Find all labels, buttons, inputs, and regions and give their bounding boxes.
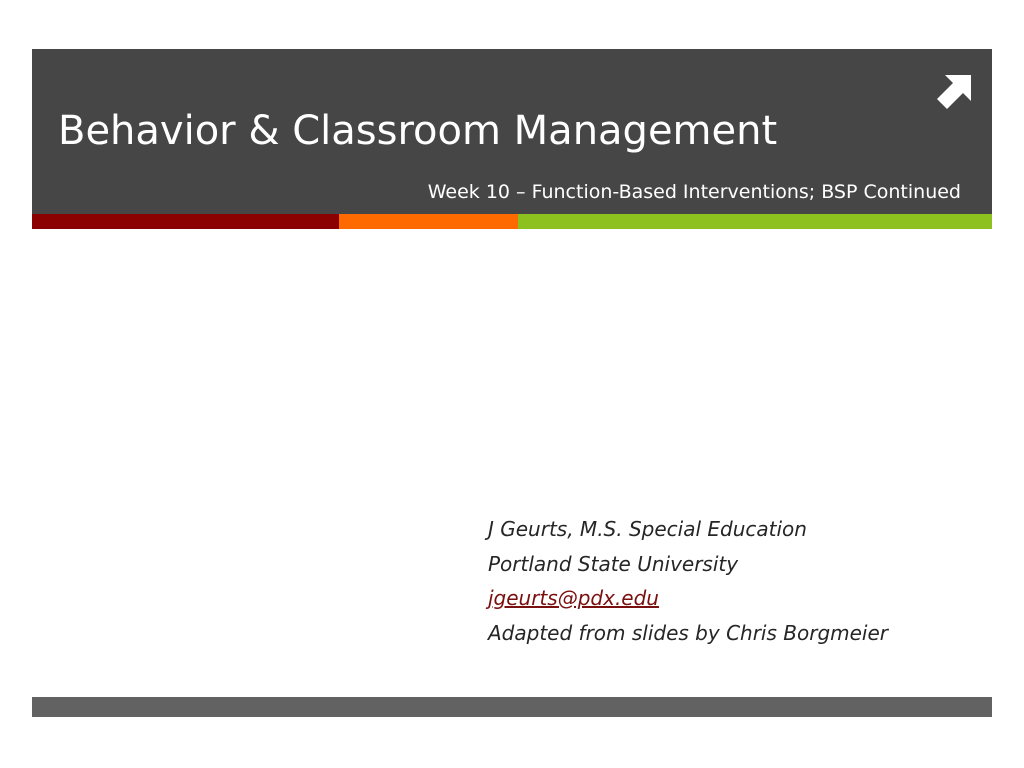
accent-color-band — [32, 214, 992, 229]
accent-band-green — [518, 214, 992, 229]
presenter-institution: Portland State University — [488, 551, 739, 576]
presenter-info — [488, 512, 988, 650]
footer-bar — [32, 697, 992, 717]
presenter-name: J Geurts, M.S. Special Education — [488, 517, 807, 541]
slide-title: Behavior & Classroom Management — [58, 108, 778, 154]
slides-credit: Adapted from slides by Chris Borgmeier — [488, 620, 889, 645]
accent-band-orange — [339, 214, 518, 229]
slide-subtitle: Week 10 – Function-Based Interventions; BSP Continued — [427, 181, 961, 203]
arrow-up-right-icon — [935, 71, 975, 111]
presenter-email-link[interactable]: jgeurts@pdx.edu — [488, 586, 659, 610]
accent-band-red — [32, 214, 339, 229]
title-header — [32, 49, 992, 214]
